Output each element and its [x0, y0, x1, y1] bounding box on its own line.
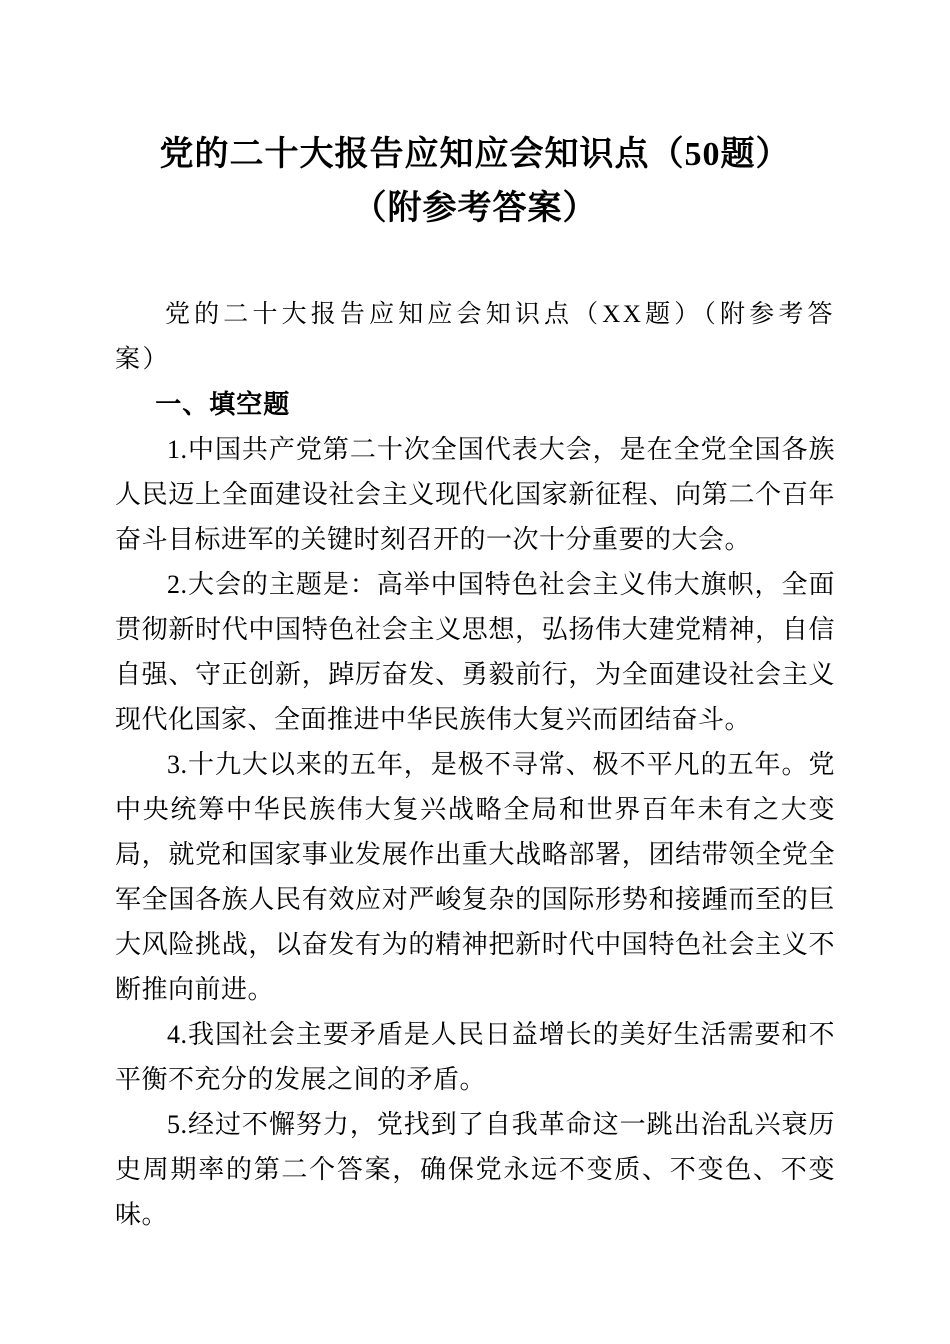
paragraph-4: 4.我国社会主要矛盾是人民日益增长的美好生活需要和不平衡不充分的发展之间的矛盾。 [115, 1020, 835, 1094]
document-title [115, 128, 835, 236]
paragraph-3: 3.十九大以来的五年，是极不寻常、极不平凡的五年。党中央统筹中华民族伟大复兴战略全局和世界百年未有之大变局，就党和国家事业发展作出重大战略部署，团结带领全党全军全国各族人民有效应对严峻复杂的国际形势和接踵而至的巨大风险挑战，以奋发有为的精神把新时代中国特色社会主义不断推向前进。 [115, 750, 835, 1004]
section-heading-fill-in-blanks: 一、填空题 [155, 390, 291, 419]
paragraph-list [115, 427, 835, 1237]
document-subtitle: 党的二十大报告应知应会知识点（XX题）（附参考答案） [115, 301, 835, 373]
paragraph-2: 2.大会的主题是：高举中国特色社会主义伟大旗帜，全面贯彻新时代中国特色社会主义思想，弘扬伟大建党精神，自信自强、守正创新，踔厉奋发、勇毅前行，为全面建设社会主义现代化国家、全面推进中华民族伟大复兴而团结奋斗。 [115, 570, 835, 734]
title-line-2: （附参考答案） [352, 190, 598, 227]
title-line-1: 党的二十大报告应知应会知识点（50题） [159, 136, 791, 173]
paragraph-5: 5.经过不懈努力，党找到了自我革命这一跳出治乱兴衰历史周期率的第二个答案，确保党永远不变质、不变色、不变味。 [115, 1110, 835, 1229]
paragraph-1: 1.中国共产党第二十次全国代表大会，是在全党全国各族人民迈上全面建设社会主义现代化国家新征程、向第二个百年奋斗目标进军的关键时刻召开的一次十分重要的大会。 [115, 435, 835, 554]
